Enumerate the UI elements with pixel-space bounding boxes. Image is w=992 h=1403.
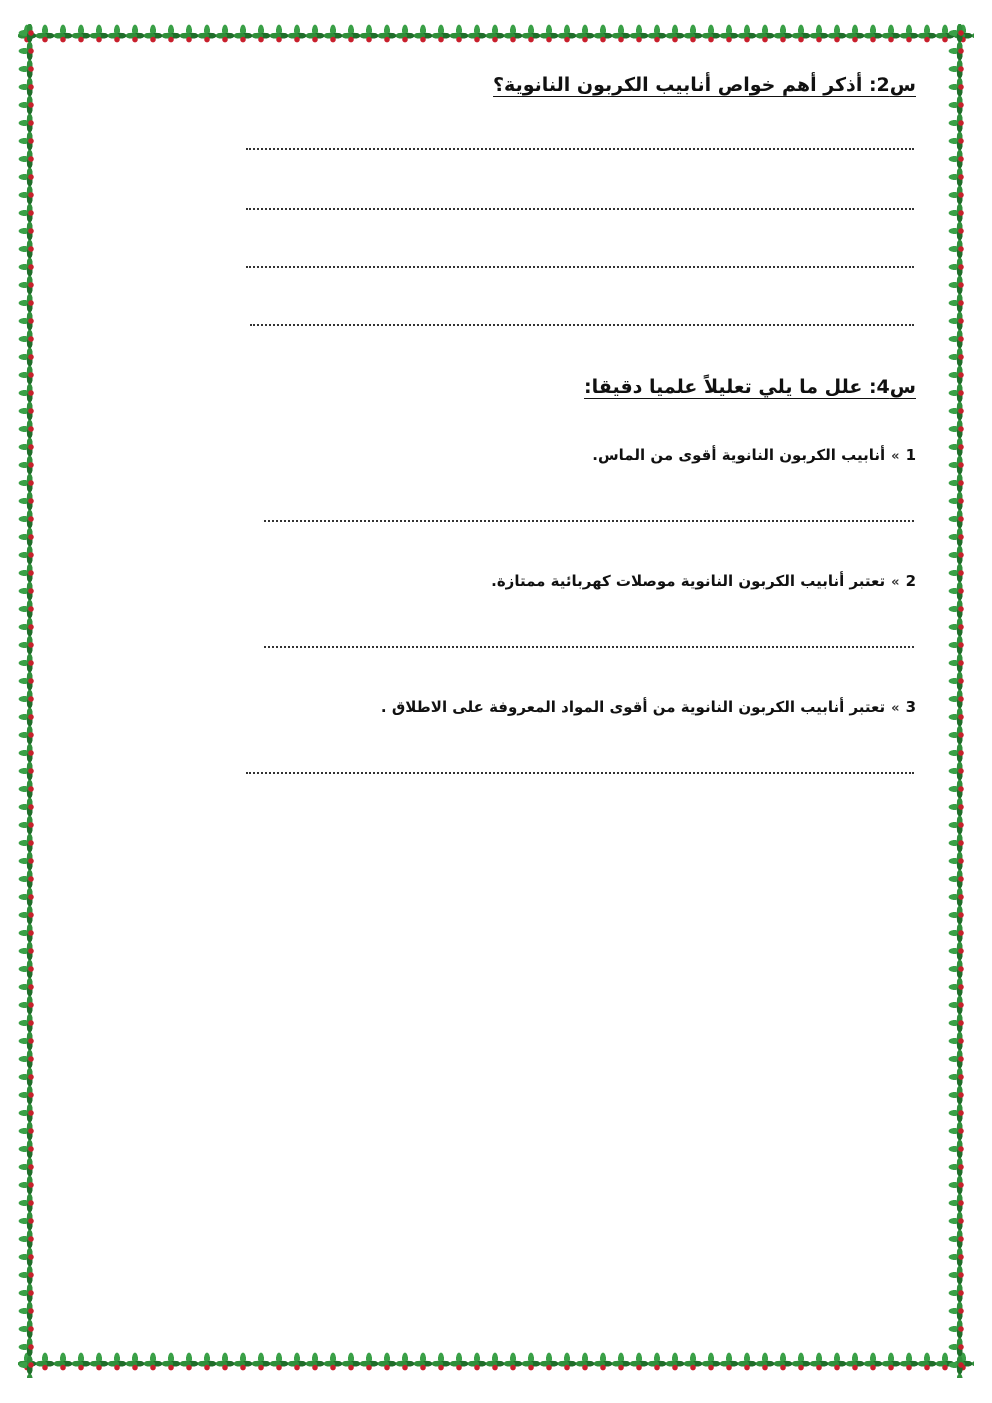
item-text: أنابيب الكربون النانوية أقوى من الماس. — [592, 446, 886, 464]
double-chevron-right-icon: » — [891, 575, 900, 590]
decorative-border-top — [18, 24, 974, 50]
answer-line[interactable] — [264, 520, 914, 522]
answer-line[interactable] — [250, 324, 914, 326]
item-text: تعتبر أنابيب الكربون النانوية موصلات كهربائية ممتازة. — [491, 572, 886, 590]
question-2-title: س2: أذكر أهم خواص أنابيب الكربون النانوية؟ — [493, 74, 916, 96]
answer-line[interactable] — [246, 148, 914, 150]
decorative-border-bottom — [18, 1352, 974, 1378]
double-chevron-right-icon: » — [891, 449, 900, 464]
decorative-border-right — [948, 24, 974, 1378]
answer-line[interactable] — [264, 646, 914, 648]
item-text: تعتبر أنابيب الكربون النانوية من أقوى المواد المعروفة على الاطلاق . — [380, 698, 886, 716]
question-4-title: س4: علل ما يلي تعليلاً علميا دقيقا: — [584, 376, 916, 398]
item-number: 1 — [905, 446, 916, 464]
double-chevron-right-icon: » — [891, 701, 900, 716]
reason-item-3 — [381, 698, 916, 716]
reason-item-1 — [592, 446, 916, 464]
answer-line[interactable] — [246, 208, 914, 210]
item-number: 2 — [905, 572, 916, 590]
answer-line[interactable] — [246, 266, 914, 268]
reason-item-2 — [491, 572, 916, 590]
decorative-border-left — [18, 24, 44, 1378]
item-number: 3 — [905, 698, 916, 716]
answer-line[interactable] — [246, 772, 914, 774]
